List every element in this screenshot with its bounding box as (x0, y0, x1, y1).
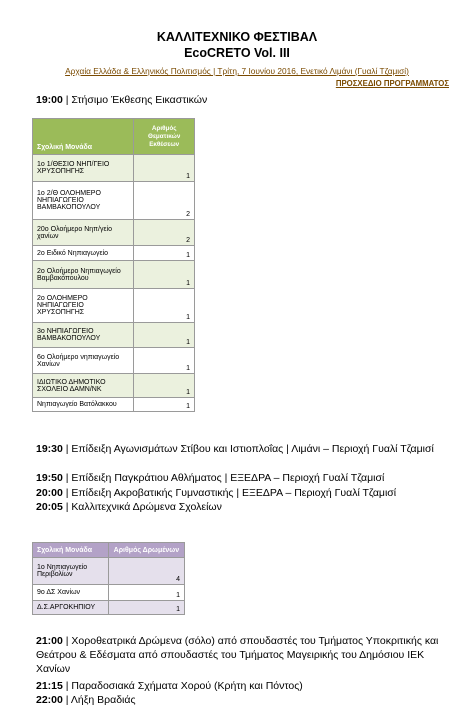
event-text: Επίδειξη Ακροβατικής Γυμναστικής | ΕΞΕΔΡΑ – Περιοχή Γυαλί Τζαμισί (71, 487, 397, 499)
table-row: 2ο Ολοήμερο Νηπιαγωγείο Βαμβακόπουλου 1 (33, 261, 195, 289)
table-row: Δ.Σ.ΑΡΓΟΚΗΠΙΟΥ 1 (33, 601, 185, 615)
performances-table (32, 542, 185, 615)
festival-title: ΚΑΛΛΙΤΕΧΝΙΚΟ ΦΕΣΤΙΒΑΛ (156, 30, 318, 44)
event-text: Χοροθεατρικά Δρώμενα (σόλο) από σπουδαστές του Τμήματος Υποκριτικής και Θεάτρου & Εδέσματα από σπουδαστές του Τμήματος Μαγειρικής του Δημόσιου ΙΕΚ Χανίων (36, 635, 439, 675)
event-time: 19:30 (36, 443, 63, 455)
event-2000 (36, 487, 396, 499)
event-separator: | (62, 680, 72, 692)
table-row: 20ο Ολοήμερο Νηπ/γείο χανίων 2 (33, 220, 195, 246)
event-2005 (36, 501, 222, 513)
program-draft-label: ΠΡΟΣΧΕΔΙΟ ΠΡΟΓΡΑΜΜΑΤΟΣ (335, 79, 449, 88)
festival-details: Αρχαία Ελλάδα & Ελληνικός Πολιτισμός | Τρίτη, 7 Ιουνίου 2016, Ενετικό Λιμάνι (Γυαλί Τζαμισί) (65, 66, 409, 76)
table-row: 2ο ΟΛΟΗΜΕΡΟ ΝΗΠΙΑΓΩΓΕΙΟ ΧΡΥΣΟΠΗΓΗΣ 1 (33, 289, 195, 323)
event-separator: | (62, 472, 72, 484)
table-row: 9ο ΔΣ Χανίων 1 (33, 585, 185, 601)
table-row: Νηπιαγωγείο Βατόλακκου 1 (33, 398, 195, 412)
event-text: Καλλιτεχνικά Δρώμενα Σχολείων (71, 501, 222, 513)
table-row: 1ο 2/Θ ΟΛΟΗΜΕΡΟ ΝΗΠΙΑΓΩΓΕΙΟ ΒΑΜΒΑΚΟΠΟΥΛΟΥ 2 (33, 182, 195, 220)
event-time: 20:05 (36, 501, 63, 513)
festival-subtitle: EcoCRETO Vol. III (184, 46, 290, 60)
event-time: 20:00 (36, 487, 63, 499)
event-separator: | (62, 443, 72, 455)
table-row: 1ο 1/ΘΕΣΙΟ ΝΗΠ/ΓΕΙΟ ΧΡΥΣΟΠΗΓΗΣ 1 (33, 155, 195, 182)
event-separator: | (62, 94, 72, 106)
table-row: 6ο Ολοήμερο νηπιαγωγείο Χανίων 1 (33, 348, 195, 374)
event-separator: | (62, 501, 72, 513)
event-text: Στήσιμο Έκθεσης Εικαστικών (71, 94, 208, 106)
table-row: ΙΔΙΩΤΙΚΟ ΔΗΜΟΤΙΚΟ ΣΧΟΛΕΙΟ ΔΑΜΝ/ΝΚ 1 (33, 374, 195, 398)
event-separator: | (62, 487, 72, 499)
event-text: Επίδειξη Αγωνισμάτων Στίβου και Ιστιοπλοΐας | Λιμάνι – Περιοχή Γυαλί Τζαμισί (71, 443, 434, 455)
table-header (33, 543, 185, 558)
table-header (33, 119, 195, 155)
event-2200 (36, 694, 136, 706)
col-school: Σχολική Μονάδα (33, 119, 134, 155)
event-time: 21:00 (36, 635, 63, 647)
event-time: 19:00 (36, 94, 63, 106)
event-1950 (36, 472, 384, 484)
event-text: Επίδειξη Παγκράτιου Αθλήματος | ΕΞΕΔΡΑ – Περιοχή Γυαλί Τζαμισί (71, 472, 385, 484)
col-performances: Αριθμός Δρωμένων (108, 543, 184, 558)
event-text: Λήξη Βραδιάς (70, 694, 136, 706)
exhibitions-table (32, 118, 195, 412)
col-school: Σχολική Μονάδα (33, 543, 109, 558)
table-row: 1ο Νηπιαγωγείο Περιβολίων 4 (33, 558, 185, 585)
event-separator: | (62, 694, 71, 706)
event-1930 (36, 442, 444, 456)
event-text: Παραδοσιακά Σχήματα Χορού (Κρήτη και Πόντος) (71, 680, 303, 692)
event-separator: | (62, 635, 72, 647)
col-exhibitions: Αριθμός Θεματικών Εκθέσεων (134, 119, 195, 155)
table-row: 2ο Ειδικό Νηπιαγωγείο 1 (33, 246, 195, 261)
event-1900 (36, 94, 207, 106)
event-time: 19:50 (36, 472, 63, 484)
event-2115 (36, 680, 303, 692)
table-row: 3ο ΝΗΠΙΑΓΩΓΕΙΟ ΒΑΜΒΑΚΟΠΟΥΛΟΥ 1 (33, 323, 195, 348)
event-2100 (36, 634, 444, 676)
event-time: 22:00 (36, 694, 63, 706)
event-time: 21:15 (36, 680, 63, 692)
